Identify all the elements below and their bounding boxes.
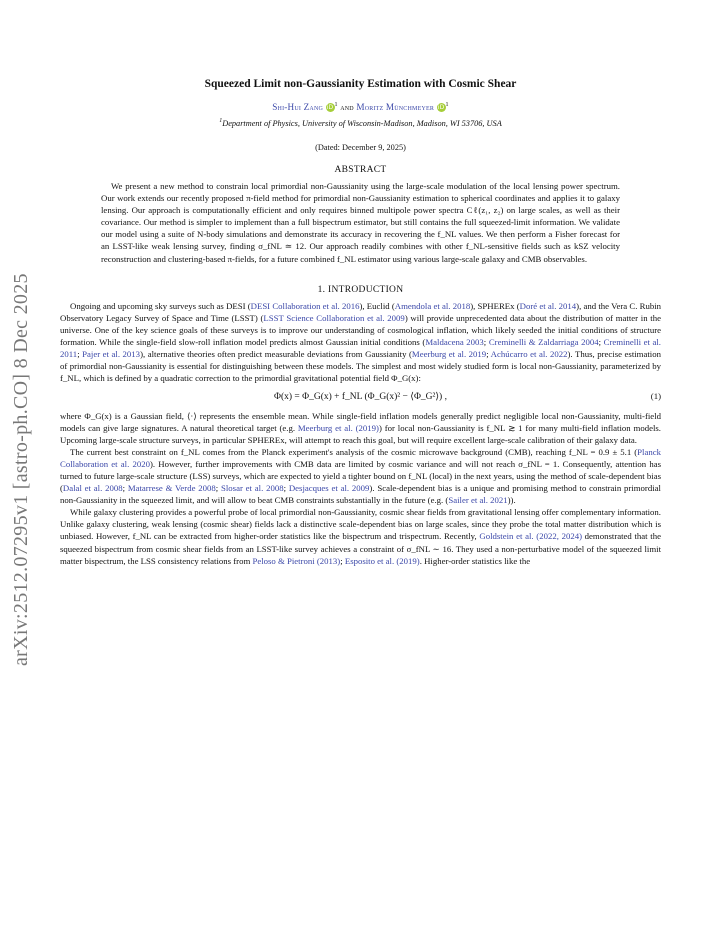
citation-link[interactable]: Achúcarro et al. 2022 (490, 348, 568, 359)
citation-link[interactable]: Maldacena 2003 (425, 336, 484, 347)
citation-link[interactable]: Doré et al. 2014 (519, 300, 577, 311)
citation-link[interactable]: Dalal et al. 2008 (62, 483, 123, 494)
arxiv-sidebar-identifier: arXiv:2512.07295v1 [astro-ph.CO] 8 Dec 2025 (10, 273, 32, 666)
citation-link[interactable]: Desjacques et al. 2009 (288, 483, 370, 494)
citation-link[interactable]: Pajer et al. 2013 (82, 348, 141, 359)
citation-link[interactable]: Meerburg et al. (2019) (297, 423, 379, 434)
affiliation-mark: 1 (219, 118, 223, 124)
citation-link[interactable]: Goldstein et al. (2022, 2024) (479, 531, 582, 542)
citation-link[interactable]: Amendola et al. 2018 (394, 300, 471, 311)
citation-link[interactable]: Slosar et al. 2008 (221, 483, 284, 494)
citation-link[interactable]: LSST Science Collaboration et al. 2009 (263, 312, 405, 323)
section-heading-introduction: 1. INTRODUCTION (317, 284, 404, 295)
abstract-heading: ABSTRACT (334, 165, 387, 175)
citation-link[interactable]: Creminelli & Zaldarriaga 2004 (488, 336, 599, 347)
paragraph-3: The current best constraint on f_NL comes from the Planck experiment's analysis of the cosmic microwave background (CMB), reaching f_NL = 0.9 ± 5.1 (Planck Collaboration et al. 2020). However, further improvements with CMB data are limited by cosmic variance and will not reach σ_fNL = 1. Consequently, attention has turned to future large-scale structure (LSS) surveys, which are expected to yield a tighter bound on f_NL (local) in the next years, using the method of scale-dependent bias (Dalal et al. 2008; Matarrese & Verde 2008; Slosar et al. 2008; Desjacques et al. 2009). Scale-dependent bias is a unique and promising method to constrain primordial non-Gaussianity in the squeezed limit, and will allow to beat CMB constraints substantially in the future (e.g. (Sailer et al. 2021)). (60, 447, 661, 506)
citation-link[interactable]: Sailer et al. 2021 (448, 495, 508, 506)
abstract-text: We present a new method to constrain local primordial non-Gaussianity using the large-scale modulation of the local lensing power spectrum. Our work extends our recently proposed π-field method for primordial non-Gaussianity estimation to spherical coordinates and applies it to galaxy lensing. Our approach is computationally efficient and only requires binned multipole power spectra Cℓ(z₁, z₂) on large scales, as well as their covariance. Our method is simpler to implement than a full bispectrum estimator, but still contains the full squeezed-limit information. We validate our model using a suite of N-body simulations and demonstrate its accuracy in recovering the f_NL values. We then perform a Fisher forecast for an LSST-like weak lensing survey, finding σ_fNL ≃ 12. Our approach readily combines with other f_NL-sensitive fields such as kSZ velocity reconstruction and clustering-based π-fields, for a future combined f_NL estimator using various large-scale galaxy and CMB observables. (101, 181, 620, 264)
citation-link[interactable]: DESI Collaboration et al. 2016 (250, 300, 360, 311)
affil-mark: 1 (445, 102, 449, 108)
citation-link[interactable]: Matarrese & Verde 2008 (127, 483, 216, 494)
citation-link[interactable]: Esposito et al. (2019) (344, 555, 420, 566)
paper-title: Squeezed Limit non-Gaussianity Estimation with Cosmic Shear (204, 78, 517, 90)
affiliation (60, 118, 661, 128)
author-conjunction: and (340, 102, 354, 112)
affiliation-text: Department of Physics, University of Wisconsin-Madison, Madison, WI 53706, USA (222, 119, 502, 128)
affil-mark: 1 (334, 102, 338, 108)
orcid-icon[interactable]: iD (437, 104, 445, 111)
equation-text: Φ(x) = Φ_G(x) + f_NL (Φ_G(x)² − ⟨Φ_G²⟩) , (274, 391, 447, 402)
equation-number: (1) (650, 390, 661, 401)
paragraph-4: While galaxy clustering provides a powerful probe of local primordial non-Gaussianity, cosmic shear fields from gravitational lensing offer complementary information. Unlike galaxy clustering, weak lensing (cosmic shear) fields lack a distinctive scale-dependent bias on large scales, since they probe the total matter distribution which is unbiased. However, f_NL can be extracted from higher-order statistics like the bispectrum and trispectrum. Recently, Goldstein et al. (2022, 2024) demonstrated that the squeezed bispectrum from cosmic shear fields from an LSST-like survey achieves a constraint of σ_fNL ∼ 16. They used a non-perturbative model of the squeezed limit matter bispectrum, the LSS consistency relations from Peloso & Pietroni (2013); Esposito et al. (2019). Higher-order statistics like the (60, 507, 661, 566)
paper-page (60, 74, 661, 567)
orcid-icon[interactable]: iD (326, 104, 334, 111)
date-line: (Dated: December 9, 2025) (315, 143, 406, 152)
citation-link[interactable]: Creminelli et al. 2011 (60, 336, 661, 359)
author-1[interactable]: Shi-Hui Zang (272, 102, 324, 112)
citation-link[interactable]: Peloso & Pietroni (2013) (252, 555, 341, 566)
citation-link[interactable]: Meerburg et al. 2019 (411, 348, 487, 359)
paragraph-2: where Φ_G(x) is a Gaussian field, ⟨·⟩ represents the ensemble mean. While single-field inflation models generally predict negligible local non-Gaussianity, multi-field models can give large signatures. A natural theoretical target (e.g. Meerburg et al. (2019)) for local non-Gaussianity is f_NL ≳ 1 for many multi-field inflation models. Upcoming large-scale structure surveys, in particular SPHEREx, will attempt to reach this goal, but will require excellent large-scale calibration of their galaxy data. (60, 410, 661, 446)
equation-1 (60, 391, 661, 405)
paragraph-1: Ongoing and upcoming sky surveys such as DESI (DESI Collaboration et al. 2016), Euclid (Amendola et al. 2018), SPHEREx (Doré et al. 2014), and the Vera C. Rubin Observatory Legacy Survey of Space and Time (LSST) (LSST Science Collaboration et al. 2009) will provide unprecedented data about the distribution of matter in the universe. One of the key science goals of these surveys is to improve our understanding of cosmological inflation, which likely seeded the initial conditions of structure formation. While the single-field slow-roll inflation model predicts almost Gaussian initial conditions (Maldacena 2003; Creminelli & Zaldarriaga 2004; Creminelli et al. 2011; Pajer et al. 2013), alternative theories often predict measurable deviations from Gaussianity (Meerburg et al. 2019; Achúcarro et al. 2022). Thus, precise estimation of primordial non-Gaussianity is essential for distinguishing between these models. The simplest and most widely studied form is local non-Gaussianity, parameterized by f_NL, which is defined by a quadratic correction to the primordial gravitational potential field Φ_G(x): (60, 300, 662, 383)
author-2[interactable]: Moritz Münchmeyer (356, 102, 435, 112)
author-line (60, 102, 661, 112)
citation-link[interactable]: Planck Collaboration et al. 2020 (60, 447, 661, 470)
